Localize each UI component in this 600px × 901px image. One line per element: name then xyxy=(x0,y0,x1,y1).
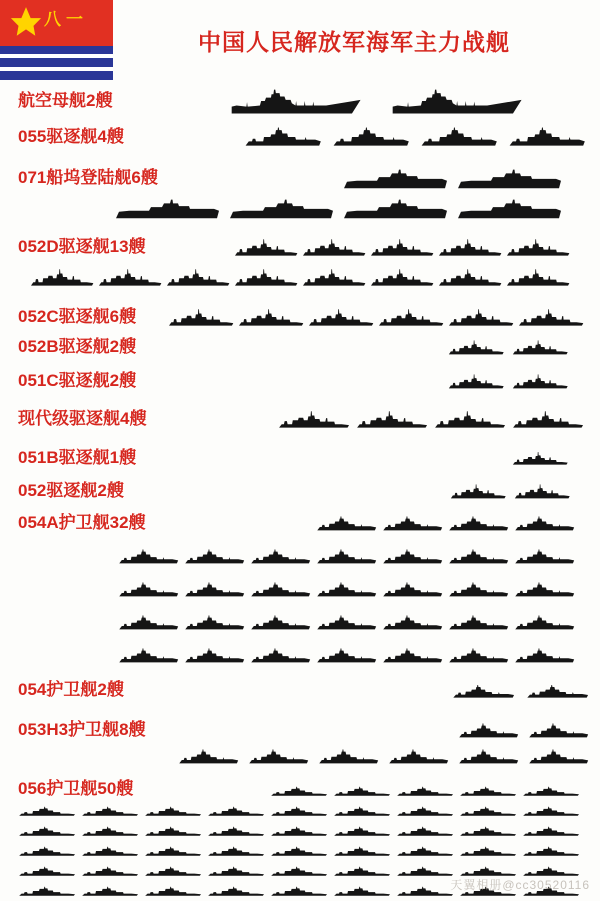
destroyer-055-silhouette-icon xyxy=(508,124,588,150)
destroyer-052c-silhouette-icon xyxy=(168,304,236,330)
corvette-056-silhouette-icon xyxy=(270,843,330,859)
destroyer-052d-silhouette-icon xyxy=(370,234,436,260)
destroyer-052d-silhouette-icon xyxy=(234,234,300,260)
class-label: 052驱逐舰2艘 xyxy=(18,481,124,501)
frigate-054a-silhouette-icon xyxy=(382,545,446,567)
corvette-056-silhouette-icon xyxy=(18,823,78,839)
destroyer-052c-silhouette-icon xyxy=(238,304,306,330)
frigate-053h3-silhouette-icon xyxy=(458,719,522,741)
corvette-056-silhouette-icon xyxy=(270,823,330,839)
corvette-056-silhouette-icon xyxy=(333,843,393,859)
corvette-056-silhouette-icon xyxy=(522,823,582,839)
watermark: 天翼相册@cc30520116 xyxy=(450,878,590,892)
destroyer-052c-silhouette-icon xyxy=(448,304,516,330)
frigate-053h3-silhouette-icon xyxy=(458,745,522,767)
pla-navy-flag-icon xyxy=(0,0,113,80)
corvette-056-silhouette-icon xyxy=(270,783,330,799)
frigate-054a-silhouette-icon xyxy=(118,644,182,666)
corvette-056-silhouette-icon xyxy=(207,823,267,839)
class-label: 航空母舰2艘 xyxy=(18,90,113,110)
fleet-section xyxy=(0,406,600,432)
ship-row xyxy=(0,124,600,150)
corvette-056-silhouette-icon xyxy=(144,823,204,839)
bayi-characters: 八一 xyxy=(44,10,88,29)
destroyer-055-silhouette-icon xyxy=(332,124,412,150)
corvette-056-silhouette-icon xyxy=(18,803,78,819)
frigate-054a-silhouette-icon xyxy=(250,545,314,567)
ship-row xyxy=(0,406,600,432)
corvette-056-silhouette-icon xyxy=(81,883,141,899)
frigate-054a-silhouette-icon xyxy=(448,611,512,633)
corvette-056-silhouette-icon xyxy=(207,843,267,859)
frigate-054a-silhouette-icon xyxy=(250,644,314,666)
ship-row xyxy=(0,480,600,502)
corvette-056-silhouette-icon xyxy=(396,883,456,899)
corvette-056-silhouette-icon xyxy=(144,803,204,819)
frigate-054-silhouette-icon xyxy=(526,681,592,701)
corvette-056-silhouette-icon xyxy=(522,843,582,859)
flag-red-field xyxy=(0,0,113,46)
corvette-056-silhouette-icon xyxy=(18,883,78,899)
frigate-054-silhouette-icon xyxy=(452,681,518,701)
frigate-054a-silhouette-icon xyxy=(184,545,248,567)
corvette-056-silhouette-icon xyxy=(144,863,204,879)
destroyer-052d-silhouette-icon xyxy=(506,264,572,290)
destroyer-sovremenny-silhouette-icon xyxy=(278,406,352,432)
corvette-056-silhouette-icon xyxy=(81,803,141,819)
ship-row xyxy=(0,745,600,767)
frigate-054a-silhouette-icon xyxy=(118,545,182,567)
ship-row xyxy=(0,336,600,358)
destroyer-052b-silhouette-icon xyxy=(512,336,570,358)
corvette-056-silhouette-icon xyxy=(333,803,393,819)
aircraft-carrier-silhouette-icon xyxy=(389,84,524,118)
destroyer-055-silhouette-icon xyxy=(244,124,324,150)
frigate-054a-silhouette-icon xyxy=(118,611,182,633)
destroyer-051b-silhouette-icon xyxy=(512,448,570,468)
class-label: 071船坞登陆舰6艘 xyxy=(18,167,158,187)
fleet-section xyxy=(0,680,600,700)
destroyer-052d-silhouette-icon xyxy=(302,264,368,290)
corvette-056-silhouette-icon xyxy=(81,823,141,839)
frigate-054a-silhouette-icon xyxy=(184,611,248,633)
ship-row xyxy=(0,194,600,222)
ship-row xyxy=(0,545,600,567)
ship-row xyxy=(0,611,600,633)
frigate-054a-silhouette-icon xyxy=(382,611,446,633)
ship-row xyxy=(0,512,600,534)
destroyer-052c-silhouette-icon xyxy=(308,304,376,330)
corvette-056-silhouette-icon xyxy=(333,783,393,799)
corvette-056-silhouette-icon xyxy=(81,863,141,879)
ship-row xyxy=(0,803,600,819)
lpd-071-silhouette-icon xyxy=(456,164,566,192)
frigate-054a-silhouette-icon xyxy=(448,512,512,534)
destroyer-052-silhouette-icon xyxy=(514,480,572,502)
frigate-054a-silhouette-icon xyxy=(184,644,248,666)
lpd-071-silhouette-icon xyxy=(342,194,452,222)
corvette-056-silhouette-icon xyxy=(81,843,141,859)
frigate-054a-silhouette-icon xyxy=(514,578,578,600)
destroyer-052d-silhouette-icon xyxy=(370,264,436,290)
frigate-054a-silhouette-icon xyxy=(316,578,380,600)
frigate-053h3-silhouette-icon xyxy=(388,745,452,767)
corvette-056-silhouette-icon xyxy=(396,803,456,819)
frigate-054a-silhouette-icon xyxy=(448,644,512,666)
fleet-section xyxy=(0,304,600,330)
ship-row xyxy=(0,84,600,118)
frigate-054a-silhouette-icon xyxy=(382,578,446,600)
destroyer-052d-silhouette-icon xyxy=(234,264,300,290)
corvette-056-silhouette-icon xyxy=(522,803,582,819)
frigate-054a-silhouette-icon xyxy=(184,578,248,600)
fleet-section xyxy=(0,448,600,468)
destroyer-052d-silhouette-icon xyxy=(438,234,504,260)
class-label: 052D驱逐舰13艘 xyxy=(18,236,146,256)
corvette-056-silhouette-icon xyxy=(333,883,393,899)
ship-row xyxy=(0,304,600,330)
destroyer-052d-silhouette-icon xyxy=(98,264,164,290)
ship-row xyxy=(0,370,600,392)
ship-row xyxy=(0,719,600,741)
frigate-054a-silhouette-icon xyxy=(250,611,314,633)
ship-row xyxy=(0,448,600,468)
corvette-056-silhouette-icon xyxy=(396,843,456,859)
destroyer-055-silhouette-icon xyxy=(420,124,500,150)
destroyer-sovremenny-silhouette-icon xyxy=(512,406,586,432)
frigate-054a-silhouette-icon xyxy=(514,611,578,633)
corvette-056-silhouette-icon xyxy=(144,843,204,859)
fleet-section xyxy=(0,512,600,666)
fleet-section xyxy=(0,164,600,222)
destroyer-sovremenny-silhouette-icon xyxy=(356,406,430,432)
corvette-056-silhouette-icon xyxy=(18,843,78,859)
frigate-054a-silhouette-icon xyxy=(448,578,512,600)
frigate-054a-silhouette-icon xyxy=(382,512,446,534)
ship-row xyxy=(0,680,600,700)
frigate-054a-silhouette-icon xyxy=(316,512,380,534)
flag-stripe-blue xyxy=(0,71,113,80)
corvette-056-silhouette-icon xyxy=(396,783,456,799)
corvette-056-silhouette-icon xyxy=(459,823,519,839)
frigate-054a-silhouette-icon xyxy=(514,512,578,534)
class-label: 056护卫舰50艘 xyxy=(18,778,134,798)
class-label: 052C驱逐舰6艘 xyxy=(18,306,137,326)
fleet-section xyxy=(0,234,600,290)
fleet-section xyxy=(0,84,600,118)
class-label: 055驱逐舰4艘 xyxy=(18,126,124,146)
frigate-054a-silhouette-icon xyxy=(316,545,380,567)
corvette-056-silhouette-icon xyxy=(459,783,519,799)
ship-row xyxy=(0,264,600,290)
flag-stripe-blue xyxy=(0,46,113,54)
lpd-071-silhouette-icon xyxy=(456,194,566,222)
frigate-054a-silhouette-icon xyxy=(514,644,578,666)
corvette-056-silhouette-icon xyxy=(333,823,393,839)
lpd-071-silhouette-icon xyxy=(342,164,452,192)
flag-stripe-blue xyxy=(0,58,113,67)
corvette-056-silhouette-icon xyxy=(144,883,204,899)
corvette-056-silhouette-icon xyxy=(333,863,393,879)
corvette-056-silhouette-icon xyxy=(270,803,330,819)
destroyer-052c-silhouette-icon xyxy=(378,304,446,330)
corvette-056-silhouette-icon xyxy=(396,863,456,879)
frigate-054a-silhouette-icon xyxy=(118,578,182,600)
fleet-section xyxy=(0,719,600,767)
destroyer-052d-silhouette-icon xyxy=(30,264,96,290)
corvette-056-silhouette-icon xyxy=(396,823,456,839)
lpd-071-silhouette-icon xyxy=(228,194,338,222)
frigate-054a-silhouette-icon xyxy=(514,545,578,567)
frigate-054a-silhouette-icon xyxy=(316,644,380,666)
ship-row xyxy=(0,164,600,192)
ship-row xyxy=(0,843,600,859)
fleet-section xyxy=(0,336,600,358)
ship-row xyxy=(0,578,600,600)
ship-row xyxy=(0,234,600,260)
corvette-056-silhouette-icon xyxy=(207,883,267,899)
class-label: 现代级驱逐舰4艘 xyxy=(18,408,147,428)
ship-row xyxy=(0,823,600,839)
page-title: 中国人民解放军海军主力战舰 xyxy=(198,29,510,55)
destroyer-052b-silhouette-icon xyxy=(448,336,506,358)
destroyer-052c-silhouette-icon xyxy=(518,304,586,330)
frigate-054a-silhouette-icon xyxy=(316,611,380,633)
ship-row xyxy=(0,779,600,799)
class-label: 054A护卫舰32艘 xyxy=(18,513,146,533)
corvette-056-silhouette-icon xyxy=(207,803,267,819)
ship-row xyxy=(0,644,600,666)
frigate-054a-silhouette-icon xyxy=(250,578,314,600)
frigate-054a-silhouette-icon xyxy=(448,545,512,567)
frigate-053h3-silhouette-icon xyxy=(318,745,382,767)
frigate-053h3-silhouette-icon xyxy=(528,719,592,741)
corvette-056-silhouette-icon xyxy=(270,883,330,899)
star-icon xyxy=(7,4,45,42)
destroyer-052d-silhouette-icon xyxy=(166,264,232,290)
corvette-056-silhouette-icon xyxy=(270,863,330,879)
corvette-056-silhouette-icon xyxy=(18,863,78,879)
class-label: 053H3护卫舰8艘 xyxy=(18,719,146,739)
frigate-053h3-silhouette-icon xyxy=(528,745,592,767)
aircraft-carrier-silhouette-icon xyxy=(228,84,363,118)
fleet-section xyxy=(0,124,600,150)
destroyer-052d-silhouette-icon xyxy=(438,264,504,290)
destroyer-051c-silhouette-icon xyxy=(448,370,506,392)
corvette-056-silhouette-icon xyxy=(459,803,519,819)
destroyer-051c-silhouette-icon xyxy=(512,370,570,392)
destroyer-sovremenny-silhouette-icon xyxy=(434,406,508,432)
corvette-056-silhouette-icon xyxy=(207,863,267,879)
class-label: 054护卫舰2艘 xyxy=(18,680,124,700)
lpd-071-silhouette-icon xyxy=(114,194,224,222)
corvette-056-silhouette-icon xyxy=(459,843,519,859)
class-label: 051B驱逐舰1艘 xyxy=(18,448,137,467)
class-label: 051C驱逐舰2艘 xyxy=(18,370,137,390)
frigate-053h3-silhouette-icon xyxy=(248,745,312,767)
corvette-056-silhouette-icon xyxy=(522,783,582,799)
frigate-054a-silhouette-icon xyxy=(382,644,446,666)
destroyer-052-silhouette-icon xyxy=(450,480,508,502)
fleet-section xyxy=(0,370,600,392)
destroyer-052d-silhouette-icon xyxy=(506,234,572,260)
class-label: 052B驱逐舰2艘 xyxy=(18,336,137,356)
destroyer-052d-silhouette-icon xyxy=(302,234,368,260)
fleet-section xyxy=(0,480,600,502)
frigate-053h3-silhouette-icon xyxy=(178,745,242,767)
